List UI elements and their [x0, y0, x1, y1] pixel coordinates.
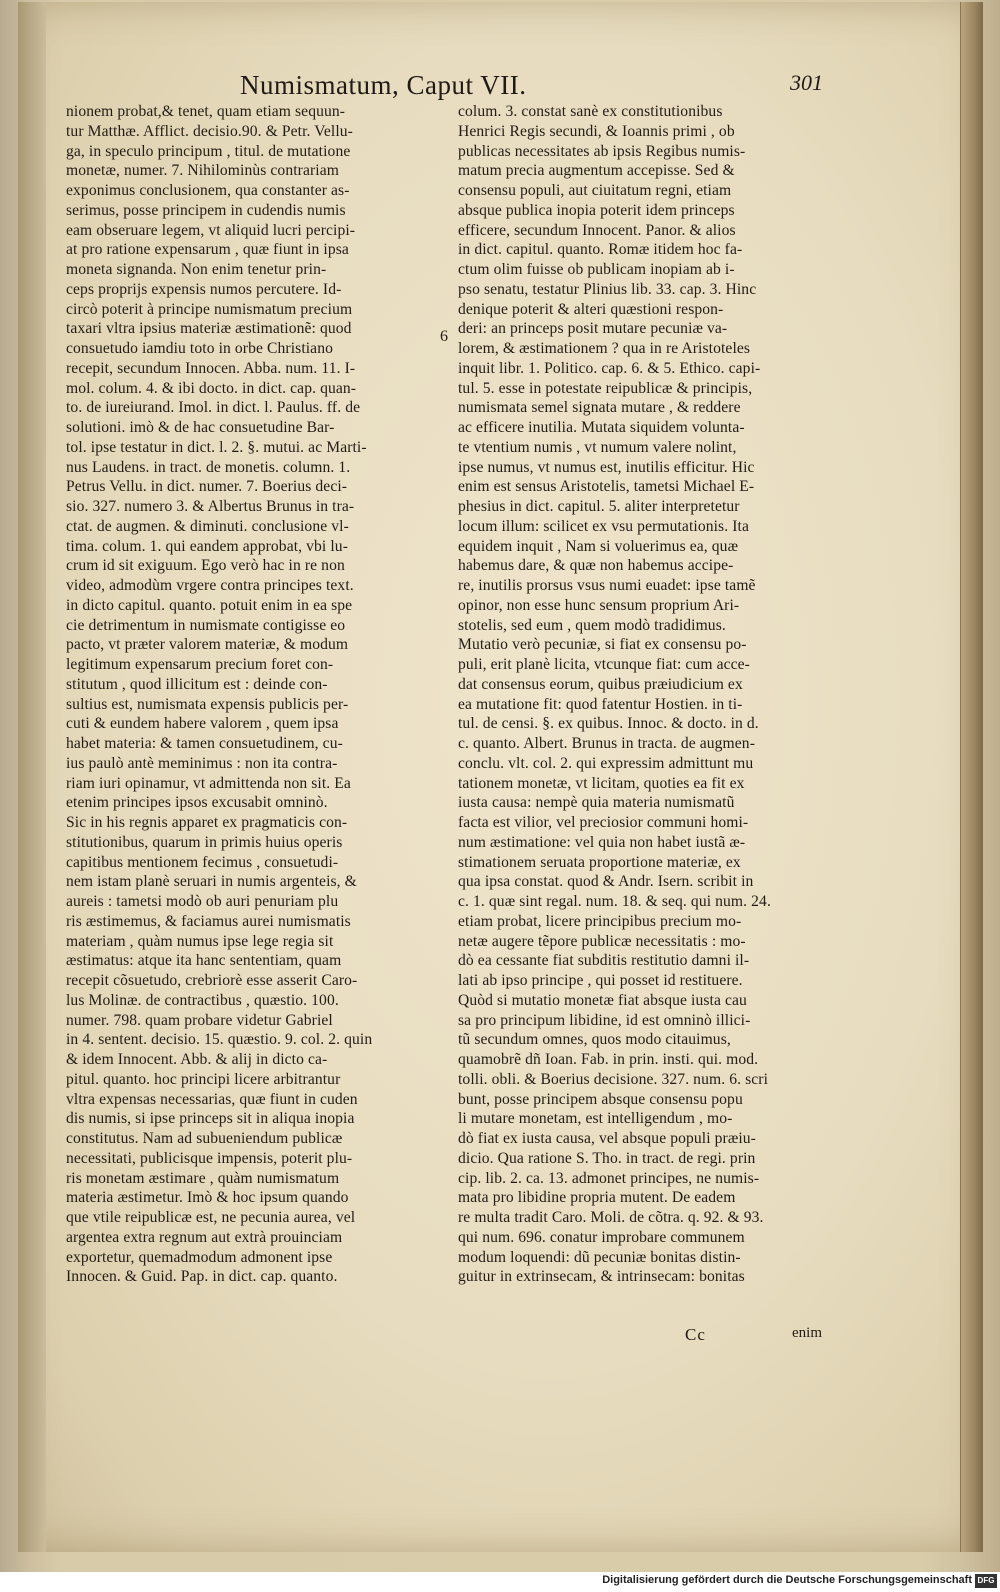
- text-line: ris monetam æstimare , quàm numismatum: [66, 1169, 340, 1187]
- text-line: etenim principes ipsos excusabit omninò.: [66, 794, 328, 812]
- text-line: locum illum: scilicet ex vsu permutationis. Ita: [458, 517, 749, 535]
- text-line: & idem Innocent. Abb. & alij in dicto ca-: [66, 1051, 328, 1068]
- text-line: qua ipsa constat. quod & Andr. Isern. scribit in: [458, 873, 754, 891]
- text-line: ac efficere inutilia. Mutata siquidem volunta-: [458, 419, 745, 436]
- text-line: que vtile reipublicæ est, ne pecunia aurea, vel: [66, 1209, 356, 1226]
- text-line: ctum olim fuisse ob publicam inopiam ab i-: [458, 261, 735, 278]
- text-line: mol. colum. 4. & ibi docto. in dict. cap. quan-: [66, 379, 357, 397]
- text-line: at pro ratione expensarum , quæ fiunt in ipsa: [66, 241, 349, 259]
- text-line: dicio. Qua ratione S. Tho. in tract. de regi. prin: [458, 1149, 756, 1167]
- text-line: consensu populi, aut ciuitatum regni, etiam: [458, 182, 732, 199]
- text-line: re, inutilis prorsus vsus numi euadet: ipse tamẽ: [458, 577, 756, 594]
- text-line: vltra expensas necessarias, quæ fiunt in cuden: [66, 1090, 358, 1108]
- text-line: exportetur, quemadmodum admonent ipse: [66, 1248, 333, 1266]
- text-line: capitibus mentionem fecimus , consuetudi-: [66, 853, 339, 871]
- text-line: habet materia: & tamen consuetudinem, cu-: [66, 735, 343, 752]
- text-line: guitur in extrinsecam, & intrinsecam: bonitas: [458, 1268, 745, 1286]
- text-line: exponimus conclusionem, qua constanter as-: [66, 182, 350, 199]
- text-line: efficere, secundum Innocent. Panor. & alios: [458, 221, 736, 239]
- text-line: riam iuri opinamur, vt admittenda non sit. Ea: [66, 774, 351, 792]
- text-line: nem istam planè seruari in numis argenteis, &: [66, 873, 357, 891]
- text-line: ctat. de augmen. & diminuti. conclusione vl-: [66, 517, 349, 535]
- text-line: pitul. quanto. hoc principi licere arbitrantur: [66, 1070, 341, 1088]
- text-line: numer. 798. quam probare videtur Gabriel: [66, 1011, 333, 1029]
- text-line: taxari vltra ipsius materiæ æstimationẽ: quod: [66, 320, 352, 338]
- text-line: iusta causa: nempè quia materia numismatũ: [458, 794, 735, 812]
- text-line: moneta signanda. Non enim tenetur prin-: [66, 261, 327, 278]
- text-line: necessitati, publicisque impensis, poterit plu-: [66, 1149, 353, 1167]
- text-line: deri: an princeps posit mutare pecuniæ va-: [458, 320, 728, 338]
- right-text-column: [458, 102, 832, 1287]
- text-line: stitutionibus, quarum in primis huius operis: [66, 833, 343, 851]
- text-line: opinor, non esse hunc sensum proprium Ari-: [458, 596, 740, 614]
- text-line: tul. de censi. §. ex quibus. Innoc. & docto. in d.: [458, 715, 759, 733]
- marginal-note: 6: [440, 328, 448, 345]
- running-title: Numismatum, Caput VII.: [240, 70, 527, 100]
- text-line: constitutus. Nam ad subueniendum publicæ: [66, 1130, 343, 1147]
- dfg-logo: DFG: [975, 1574, 997, 1588]
- text-line: crum id sit exiguum. Ego verò hac in re non: [66, 557, 345, 575]
- text-line: legitimum expensarum precium foret con-: [66, 656, 334, 673]
- text-line: puli, erit planè licita, vtcunque fiat: cum acce-: [458, 656, 750, 673]
- text-line: nionem probat,& tenet, quam etiam sequun-: [66, 103, 346, 120]
- text-line: solutioni. imò & de hac consuetudine Bar-: [66, 419, 335, 436]
- text-line: recepit cõsuetudo, crebriorè esse asserit Caro-: [66, 972, 358, 989]
- text-line: Henrici Regis secundi, & Ioannis primi , ob: [458, 122, 735, 140]
- text-line: stimationem seruata proportione materiæ, ex: [458, 853, 741, 871]
- text-line: stotelis, sed eum , quem modò tradidimus.: [458, 616, 726, 634]
- text-line: cuti & eundem habere valorem , quem ipsa: [66, 715, 339, 733]
- text-line: tima. colum. 1. qui eandem approbat, vbi lu-: [66, 537, 348, 555]
- text-line: in dict. capitul. quanto. Romæ itidem hoc fa-: [458, 241, 743, 259]
- text-line: Sic in his regnis apparet ex pragmaticis con-: [66, 814, 348, 831]
- text-line: to. de iureiurand. Imol. in dict. l. Paulus. ff. de: [66, 399, 361, 417]
- text-line: eam obseruare legem, vt aliquid lucri percipi-: [66, 221, 356, 239]
- text-line: æstimatus: atque ita hanc sententiam, quam: [66, 952, 342, 970]
- text-line: nus Laudens. in tract. de monetis. column. 1.: [66, 458, 351, 476]
- funding-credit: Digitalisierung gefördert durch die Deutsche Forschungsgemeinschaft: [602, 1574, 972, 1586]
- text-line: modum loquendi: dũ pecuniæ bonitas distin-: [458, 1248, 741, 1266]
- text-line: circò poterit à principe numismatum precium: [66, 300, 353, 318]
- text-line: etiam probat, licere principibus precium mo-: [458, 912, 742, 930]
- text-line: cie detrimentum in numismate contigisse eo: [66, 616, 346, 634]
- text-line: tol. ipse testatur in dict. l. 2. §. mutui. ac Marti-: [66, 438, 367, 456]
- text-line: c. 1. quæ sint regal. num. 18. & seq. qui num. 24.: [458, 893, 771, 910]
- text-line: enim est sensus Aristotelis, tametsi Michael E-: [458, 478, 755, 496]
- text-line: facta est vilior, vel preciosior communi homi-: [458, 814, 749, 831]
- text-line: denique poterit & alteri quæstioni respon-: [458, 300, 724, 318]
- text-line: phesius in dict. capitul. 5. aliter interpretetur: [458, 498, 740, 515]
- text-line: conclu. vlt. col. 2. qui expressim admittunt mu: [458, 754, 754, 772]
- binding-gutter: [18, 2, 46, 1552]
- text-line: Petrus Vellu. in dict. numer. 7. Boerius deci-: [66, 478, 348, 496]
- text-line: Quòd si mutatio monetæ fiat absque iusta cau: [458, 991, 747, 1009]
- text-line: equidem inquit , Nam si voluerimus ea, quæ: [458, 537, 739, 555]
- text-line: materia æstimetur. Imò & hoc ipsum quando: [66, 1189, 349, 1207]
- text-line: sio. 327. numero 3. & Albertus Brunus in tra-: [66, 498, 355, 515]
- text-line: absque publica inopia poterit idem princeps: [458, 201, 735, 219]
- text-line: dò ea cessante fiat subditis restitutio damni il-: [458, 952, 750, 970]
- catchword: enim: [792, 1325, 822, 1341]
- text-line: mata pro libidine propria mutent. De eadem: [458, 1189, 736, 1207]
- text-line: habemus dare, & quæ non habemus accipe-: [458, 557, 734, 575]
- left-text-column: [66, 102, 438, 1287]
- text-line: sultius est, numismata expensis publicis per-: [66, 695, 349, 713]
- text-line: quamobrẽ dñ Ioan. Fab. in prin. insti. qui. mod.: [458, 1051, 759, 1068]
- text-line: stitutum , quod illicitum est : deinde con-: [66, 675, 328, 693]
- text-line: consuetudo iamdiu toto in orbe Christiano: [66, 340, 333, 357]
- text-line: ris æstimemus, & faciamus aurei numismatis: [66, 912, 351, 930]
- text-line: tolli. obli. & Boerius decisione. 327. num. 6. scri: [458, 1070, 769, 1088]
- text-line: Mutatio verò pecuniæ, si fiat ex consensu po-: [458, 636, 747, 654]
- text-line: dis numis, si ipse princeps sit in aliqua inopia: [66, 1110, 355, 1128]
- text-line: dat consensus eorum, quibus præiudicium ex: [458, 675, 743, 693]
- text-line: bunt, posse principem absque consensu popu: [458, 1090, 743, 1108]
- text-line: in 4. sentent. decisio. 15. quæstio. 9. col. 2. quin: [66, 1031, 373, 1049]
- page-number: 301: [790, 70, 823, 95]
- text-line: re multa tradit Caro. Moli. de cõtra. q. 92. & 93.: [458, 1209, 764, 1226]
- digitization-footer: [0, 1572, 1000, 1592]
- text-line: matum precia augmentum accepisse. Sed &: [458, 162, 735, 180]
- text-line: monetæ, numer. 7. Nihilominùs contrariam: [66, 162, 339, 180]
- text-line: tul. 5. esse in potestate reipublicæ & principis,: [458, 379, 753, 397]
- text-line: ceps proprijs expensis numos percutere. Id-: [66, 280, 342, 298]
- text-line: ea mutatione fit: quod fatentur Hostien. in ti-: [458, 695, 743, 713]
- text-line: tur Matthæ. Afflict. decisio.90. & Petr. Vellu-: [66, 122, 353, 140]
- text-line: lati ab ipso principe , qui posset id restituere.: [458, 972, 743, 989]
- text-line: sa pro principum libidine, id est omninò illici-: [458, 1011, 751, 1029]
- text-line: netæ augere tẽpore publicæ necessitatis : mo-: [458, 932, 746, 950]
- text-line: tũ secundum omnes, quos modo citauimus,: [458, 1031, 731, 1049]
- text-line: num æstimatione: vel quia non habet iustã æ-: [458, 833, 746, 851]
- text-line: recepit, secundum Innocen. Abba. num. 11. I-: [66, 359, 356, 377]
- text-line: pacto, vt præter valorem materiæ, & modum: [66, 636, 349, 654]
- text-line: serimus, posse principem in cudendis numis: [66, 201, 346, 219]
- signature-mark: Cc: [685, 1325, 706, 1344]
- text-line: argentea extra regnum aut extrà prouinciam: [66, 1228, 343, 1246]
- text-line: li mutare monetam, est intelligendum , mo-: [458, 1110, 733, 1128]
- text-line: te vtentium numis , vt numum valere nolint,: [458, 438, 737, 456]
- text-line: cip. lib. 2. ca. 13. admonet principes, ne numis-: [458, 1169, 760, 1187]
- text-line: inquit libr. 1. Politico. cap. 6. & 5. Ethico. capi-: [458, 359, 761, 377]
- text-line: Innocen. & Guid. Pap. in dict. cap. quanto.: [66, 1268, 338, 1286]
- text-line: dò fiat ex iusta causa, vel absque populi præiu-: [458, 1130, 756, 1147]
- text-line: c. quanto. Albert. Brunus in tracta. de augmen-: [458, 735, 755, 752]
- text-line: publicas necessitates ab ipsis Regibus numis-: [458, 142, 746, 160]
- page-edge: [960, 2, 983, 1552]
- text-line: pso senatu, testatur Plinius lib. 33. cap. 3. Hinc: [458, 280, 757, 298]
- text-line: numismata semel signata mutare , & reddere: [458, 399, 741, 417]
- text-line: aureis : tametsi modò ob auri penuriam plu: [66, 893, 339, 910]
- text-line: tationem monetæ, vt licitam, quoties ea fit ex: [458, 774, 745, 792]
- text-line: lus Molinæ. de contractibus , quæstio. 100.: [66, 991, 339, 1009]
- text-line: colum. 3. constat sanè ex constitutionibus: [458, 103, 723, 120]
- text-line: ius paulò antè meminimus : non ita contra-: [66, 754, 338, 772]
- text-line: lorem, & æstimationem ? qua in re Aristoteles: [458, 340, 751, 357]
- text-line: materiam , quàm numus ipse lege regia sit: [66, 932, 334, 950]
- text-line: ga, in speculo principum , titul. de mutatione: [66, 142, 351, 160]
- text-line: video, admodùm vrgere contra principes text.: [66, 577, 354, 594]
- text-line: ipse numus, vt numus est, inutilis efficitur. Hic: [458, 458, 755, 476]
- text-line: in dicto capitul. quanto. potuit enim in ea spe: [66, 596, 353, 614]
- text-line: qui num. 696. conatur improbare communem: [458, 1228, 745, 1246]
